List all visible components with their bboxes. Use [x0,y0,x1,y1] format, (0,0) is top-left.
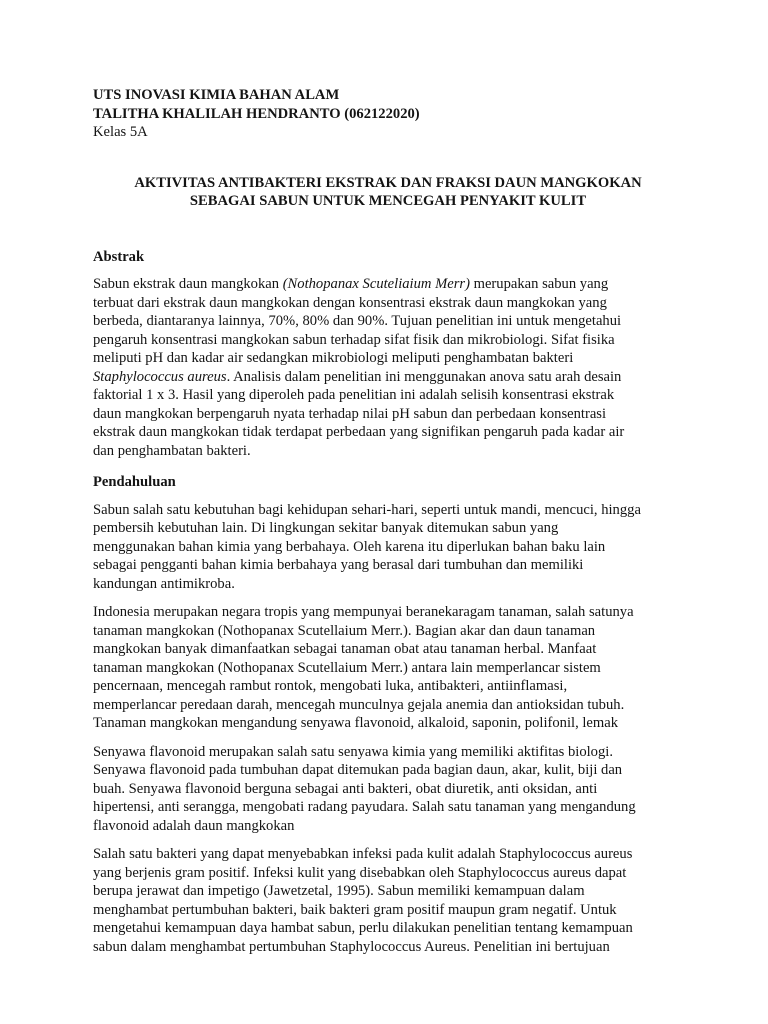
paragraph-line: tanaman mangkokan (Nothopanax Scutellaium Merr.) antara lain memperlancar sistem [93,659,601,676]
intro-paragraph-2 [93,603,683,733]
paper-title-line-1: AKTIVITAS ANTIBAKTERI EKSTRAK DAN FRAKSI DAUN MANGKOKAN [134,174,642,191]
abstract-line: meliputi pH dan kadar air sedangkan mikrobiologi meliputi penghambatan bakteri [93,350,574,366]
paragraph-line: buah. Senyawa flavonoid berguna sebagai anti bakteri, obat diuretik, anti oksidan, anti [93,780,598,797]
paragraph-line: Senyawa flavonoid pada tumbuhan dapat ditemukan pada bagian daun, akar, kulit, biji dan [93,762,623,778]
paper-title [93,174,683,211]
paragraph-line: Salah satu bakteri yang dapat menyebabkan infeksi pada kulit adalah Staphylococcus aureus [93,846,633,862]
abstract-paragraph [93,275,683,460]
abstract-line: dan penghambatan bakteri. [93,442,251,459]
paragraph-line: menggunakan bahan kimia yang berbahaya. Oleh karena itu diperlukan bahan baku lain [93,538,606,555]
paragraph-line: sebagai pengganti bahan kimia berbahaya yang berasal dari tumbuhan dan memiliki [93,557,584,573]
abstract-line: ekstrak daun mangkokan tidak terdapat perbedaan yang signifikan pengaruh pada kadar air [93,424,625,440]
paragraph-line: Tanaman mangkokan mengandung senyawa flavonoid, alkaloid, saponin, polifonil, lemak [93,715,619,731]
paragraph-line: memperlancar peredaan darah, mencegah munculnya gejala anemia dan antioksidan tubuh. [93,696,625,713]
paragraph-line: sabun dalam menghambat pertumbuhan Staphylococcus Aureus. Penelitian ini bertujuan [93,938,610,955]
class-label: Kelas 5A [93,124,148,140]
paragraph-line: hipertensi, anti serangga, mengobati radang payudara. Salah satu tanaman yang mengandung [93,799,636,815]
course-title: UTS INOVASI KIMIA BAHAN ALAM [93,87,340,103]
paragraph-line: berupa jerawat dan impetigo (Jawetzetal, 1995). Sabun memiliki kemampuan dalam [93,883,585,899]
paragraph-line: mengetahui kemampuan daya hambat sabun, perlu dilakukan penelitian tentang kemampuan [93,920,633,936]
paragraph-line: kandungan antimikroba. [93,575,235,592]
abstract-line: daun mangkokan berpengaruh nyata terhadap nilai pH sabun dan perbedaan konsentrasi [93,405,607,422]
intro-paragraph-3 [93,743,683,836]
intro-paragraph-1 [93,501,683,594]
species-name: (Nothopanax Scuteliaium Merr) [282,276,470,292]
paragraph-line: yang berjenis gram positif. Infeksi kulit yang disebabkan oleh Staphylococcus aureus dapat [93,864,627,881]
paragraph-line: tanaman mangkokan (Nothopanax Scutellaium Merr.). Bagian akar dan daun tanaman [93,622,596,639]
abstract-line: faktorial 1 x 3. Hasil yang diperoleh pada penelitian ini adalah selisih konsentrasi ekstrak [93,387,615,403]
paragraph-line: menghambat pertumbuhan bakteri, baik bakteri gram positif maupun gram negatif. Untuk [93,901,617,918]
intro-heading: Pendahuluan [93,474,176,490]
document-page [93,86,683,956]
bacteria-name: Staphylococcus aureus [93,368,227,385]
paragraph-line: pencernaan, mencegah rambut rontok, mengobati luka, antibakteri, antiinflamasi, [93,678,568,694]
student-name: TALITHA KHALILAH HENDRANTO (062122020) [93,105,420,122]
paragraph-line: flavonoid adalah daun mangkokan [93,817,295,834]
paragraph-line: pembersih kebutuhan lain. Di lingkungan sekitar banyak ditemukan sabun yang [93,520,559,536]
paragraph-line: Senyawa flavonoid merupakan salah satu senyawa kimia yang memiliki aktifitas biologi. [93,743,613,760]
intro-paragraph-4 [93,845,683,956]
abstract-line: berbeda, diantaranya lainnya, 70%, 80% dan 90%. Tujuan penelitian ini untuk mengetahui [93,313,622,329]
abstract-line: terbuat dari ekstrak daun mangkokan dengan konsentrasi ekstrak daun mangkokan yang [93,294,607,311]
paragraph-line: mangkokan banyak dimanfaatkan sebagai tanaman obat atau tanaman herbal. Manfaat [93,641,597,657]
paper-title-line-2: SEBAGAI SABUN UNTUK MENCEGAH PENYAKIT KULIT [189,193,587,209]
abstract-heading: Abstrak [93,248,145,265]
abstract-line: pengaruh konsentrasi mangkokan sabun terhadap sifat fisik dan mikrobiologi. Sifat fisika [93,331,615,348]
paragraph-line: Sabun salah satu kebutuhan bagi kehidupan sehari-hari, seperti untuk mandi, mencuci, hingga [93,501,641,518]
paragraph-line: Indonesia merupakan negara tropis yang mempunyai beranekaragam tanaman, salah satunya [93,604,634,620]
abstract-line: Sabun ekstrak daun mangkokan (Nothopanax Scuteliaium Merr) merupakan sabun yang [93,276,609,292]
abstract-line: Staphylococcus aureus. Analisis dalam penelitian ini menggunakan anova satu arah desain [93,368,622,385]
